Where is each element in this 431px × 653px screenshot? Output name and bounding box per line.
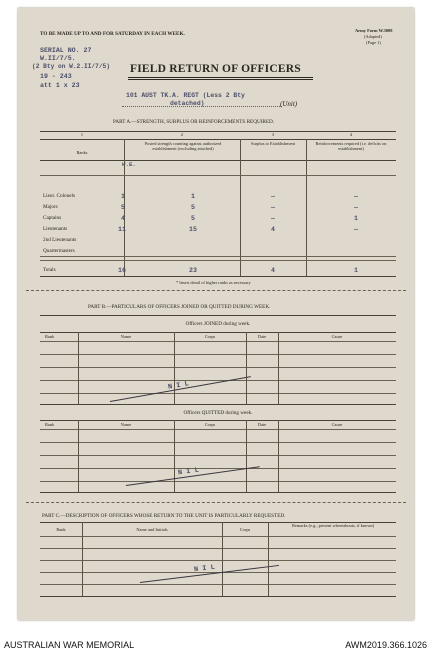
we-lieut-colonels: 1 [121,193,125,200]
quitted-col-corps: Corps [204,422,216,427]
form-title: FIELD RETURN OF OFFICERS [130,63,301,75]
rank-quartermasters: Quartermasters [43,248,75,254]
form-adapted: (Adapted) [364,34,382,39]
col-header-ranks: Ranks [76,150,88,155]
joined-col-cause: Cause [331,334,343,339]
we-subheader: W.E. [122,161,136,168]
quitted-col-rank: Rank [45,422,55,427]
surplus-lieut-colonels: — [271,193,275,200]
reinf-lieut-colonels: — [354,193,358,200]
quitted-col-date: Date [257,422,267,427]
col-number-2: 2 [180,132,184,137]
joined-col-date: Date [257,334,267,339]
joined-col-rank: Rank [45,334,55,339]
total-we: 16 [118,267,126,274]
we-captains: 4 [121,215,125,222]
reinf-lieutenants: — [354,226,358,233]
form-page: (Page 1) [366,40,381,45]
joined-title: Officers JOINED during week. [185,321,251,327]
part-b-heading: PART B.—PARTICULARS OF OFFICERS JOINED OR QUITTED DURING WEEK. [88,304,271,310]
col-header-posted: Posted strength counting against authorized establishment (excluding attached) [144,141,222,152]
quitted-col-name: Name [120,422,132,427]
quitted-nil: N I L [177,466,200,478]
posted-captains: 5 [191,215,195,222]
footer-credit: AUSTRALIAN WAR MEMORIAL [4,640,135,650]
unit-name-line-2: detached) [170,100,205,107]
footer-accession: AWM2019.366.1026 [345,640,427,650]
form-sheet [18,8,414,620]
col-header-reinforcements: Reinforcements required (i.e. deficits on establishment) [315,141,387,152]
top-note: TO BE MADE UP TO AND FOR SATURDAY IN EACH WEEK. [40,31,185,37]
reference-2: (2 Bty on W.2.II/7/5) [32,63,110,70]
totals-label: Totals [43,267,56,273]
col-number-1: 1 [80,132,84,137]
col-number-3: 3 [271,132,275,137]
joined-col-corps: Corps [204,334,216,339]
total-surplus: 4 [271,267,275,274]
reinf-captains: 1 [354,215,358,222]
reinf-majors: — [354,204,358,211]
col-header-surplus: Surplus to Establishment [251,141,295,146]
attached-note: att 1 x 23 [40,82,80,89]
joined-col-name: Name [120,334,132,339]
surplus-captains: — [271,215,275,222]
part-a-footnote: * Insert detail of higher ranks as necessary [176,280,251,285]
part-a-heading: PART A.—STRENGTH, SURPLUS OR REINFORCEMENTS REQUIRED. [113,119,275,125]
rank-captains: Captains [43,215,62,221]
total-reinf: 1 [354,267,358,274]
partc-col-name: Name and Initials [136,527,168,532]
joined-nil: N I L [167,380,190,392]
we-lieutenants: 11 [118,226,126,233]
partc-col-remarks: Remarks (e.g., present whereabouts, if known) [291,523,375,528]
surplus-majors: — [271,204,275,211]
quitted-col-cause: Cause [331,422,343,427]
rank-lieut-colonels: Lieut. Colonels [43,193,75,199]
unit-name-line-1: 101 AUST TK.A. REGT (Less 2 Bty [126,92,245,99]
rank-2nd-lieutenants: 2nd Lieutenants [43,237,77,243]
surplus-lieutenants: 4 [271,226,275,233]
partc-col-corps: Corps [239,527,251,532]
rank-majors: Majors [43,204,58,210]
posted-lieutenants: 15 [189,226,197,233]
total-posted: 23 [189,267,197,274]
partc-nil: N I L [193,563,216,575]
col-number-4: 4 [349,132,353,137]
report-date: 19 - 243 [40,73,72,80]
serial-number: SERIAL NO. 27 [40,47,92,54]
unit-label: (Unit) [280,100,298,108]
part-c-heading: PART C.—DESCRIPTION OF OFFICERS WHOSE RETURN TO THE UNIT IS PARTICULARLY REQUESTED. [42,513,286,519]
we-majors: 5 [121,204,125,211]
quitted-title: Officers QUITTED during week. [183,410,253,416]
form-id: Army Form W.3008 [355,28,393,33]
rank-lieutenants: Lieutenants [43,226,68,232]
reference-1: W.II/7/5. [40,55,76,62]
posted-majors: 5 [191,204,195,211]
posted-lieut-colonels: 1 [191,193,195,200]
partc-col-rank: Rank [56,527,66,532]
